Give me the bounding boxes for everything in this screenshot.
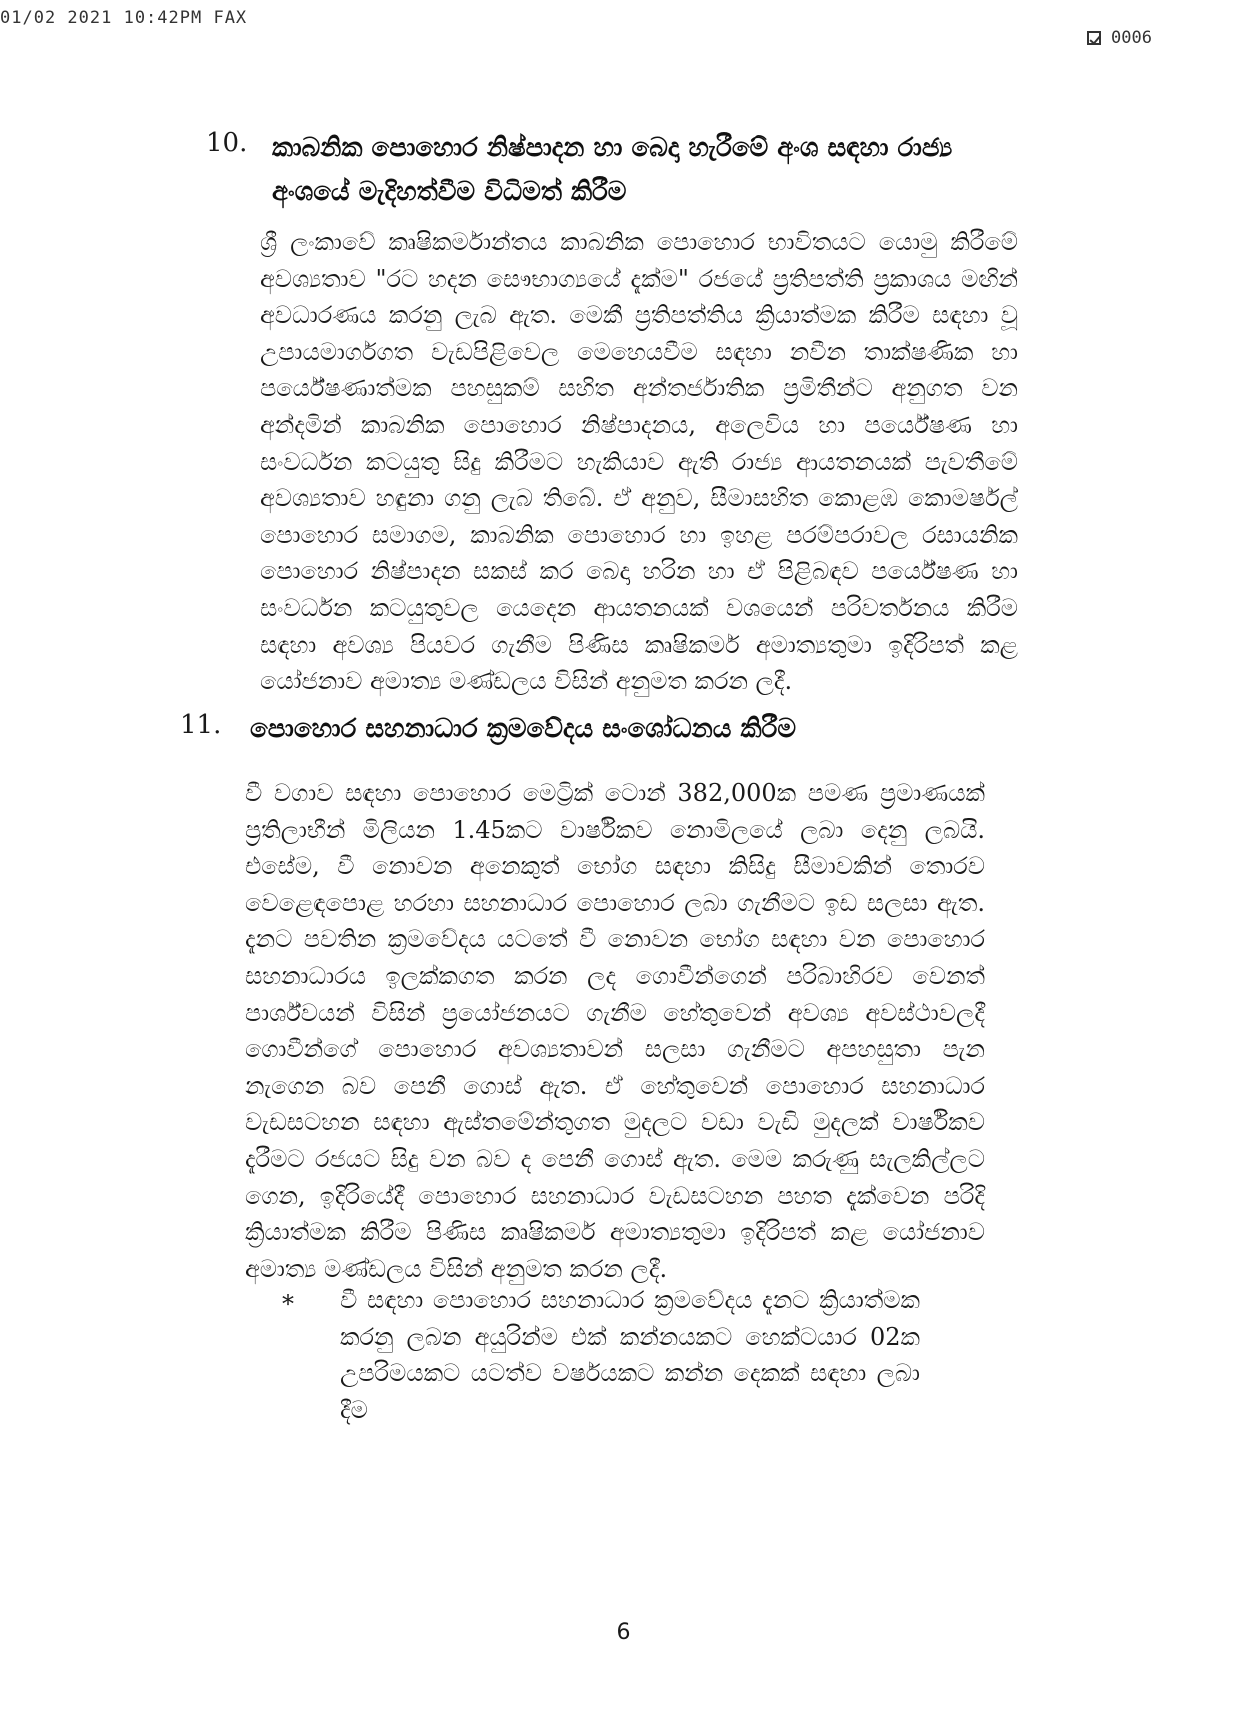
fax-check-icon [1087,31,1101,45]
section-10-body: ශ්‍රී ලංකාවේ කෘෂිකර්මාන්තය කාබනික පොහොර භාවිතයට යොමු කිරීමේ අවශ්‍යතාව "රට හදන සෞභාග්‍යයේ දැක්ම" රජයේ ප්‍රතිපත්ති ප්‍රකාශය මඟින් අවධාරණය කරනු ලැබ ඇත. මෙකී ප්‍රතිපත්තිය ක්‍රියාත්මක කිරීම සඳහා වූ උපායමාර්ගගත වැඩපිළිවෙල මෙහෙයවීම සඳහා නවීන තාක්ෂණික හා පර්යේෂණාත්මක පහසුකම් සහිත අන්තර්ජාතික ප්‍රමිතීන්ට අනුගත වන අන්දමින් කාබනික පොහොර නිෂ්පාදනය, අලෙවිය හා පර්යේෂණ හා සංවර්ධන කටයුතු සිදු කිරීමට හැකියාව ඇති රාජ්‍ය ආයතනයක් පැවතීමේ අවශ්‍යතාව හඳුනා ගනු ලැබ තිබේ. ඒ අනුව, සීමාසහිත කොළඹ කොමර්ෂල් පොහොර සමාගම, කාබනික පොහොර හා ඉහළ පරම්පරාවල රසායනික පොහොර නිෂ්පාදන සකස් කර බෙදා හරින හා ඒ පිළිබඳව පර්යේෂණ හා සංවර්ධන කටයුතුවල යෙදෙන ආයතනයක් වශයෙන් පරිවර්තනය කිරීම සඳහා අවශ්‍ය පියවර ගැනීම පිණිස කෘෂිකර්ම අමාත්‍යතුමා ඉදිරිපත් කළ යෝජනාව අමාත්‍ය මණ්ඩලය විසින් අනුමත කරන ලදී. [260,228,1018,696]
section-10-title: කාබනික පොහොර නිෂ්පාදන හා බෙදා හැරීමේ අංශ සඳහා රාජ්‍ය අංශයේ මැදිහත්වීම විධිමත් කිරීම [272,133,953,207]
page-number: 6 [616,1620,631,1645]
fax-header: 01/02 2021 10:42PM FAX [0,8,248,28]
fax-page-code [1087,28,1152,48]
fax-page-code-text: 0006 [1111,28,1152,48]
bullet-mark: * [282,1290,294,1318]
section-11-number: 11. [180,710,222,740]
bullet-item-text: වී සඳහා පොහොර සහනාධාර ක්‍රමවේදය දැනට ක්‍රියාත්මක කරනු ලබන අයුරින්ම එක් කන්නයකට හෙක්ටයාර 02ක උපරිමයකට යටත්ව වර්ෂයකට කන්න දෙකක් සඳහා ලබා දීම [340,1286,920,1424]
section-10-number: 10. [206,128,248,158]
section-11-body: වී වගාව සඳහා පොහොර මෙට්‍රික් ටොන් 382,000ක පමණ ප්‍රමාණයක් ප්‍රතිලාභීන් මිලියන 1.45කට වාර්ෂිකව නොමිලයේ ලබා දෙනු ලබයි. එසේම, වී නොවන අනෙකුත් භෝග සඳහා කිසිදු සීමාවකින් තොරව වෙළෙඳපොළ හරහා සහනාධාර පොහොර ලබා ගැනීමට ඉඩ සලසා ඇත. දැනට පවතින ක්‍රමවේදය යටතේ වී නොවන භෝග සඳහා වන පොහොර සහනාධාරය ඉලක්කගත කරන ලද ගොවීන්ගෙන් පරිබාහිරව වෙනත් පාර්ශ්වයන් විසින් ප්‍රයෝජනයට ගැනීම හේතුවෙන් අවශ්‍ය අවස්ථාවලදී ගොවීන්ගේ පොහොර අවශ්‍යතාවන් සලසා ගැනීමට අපහසුතා පැන නැගෙන බව පෙනී ගොස් ඇත. ඒ හේතුවෙන් පොහොර සහනාධාර වැඩසටහන සඳහා ඇස්තමේන්තුගත මුදලට වඩා වැඩි මුදලක් වාර්ෂිකව දැරීමට රජයට සිදු වන බව ද පෙනී ගොස් ඇත. මෙම කරුණු සැලකිල්ලට ගෙන, ඉදිරියේදී පොහොර සහනාධාර වැඩසටහන පහත දැක්වෙන පරිදි ක්‍රියාත්මක කිරීම පිණිස කෘෂිකර්ම අමාත්‍යතුමා ඉදිරිපත් කළ යෝජනාව අමාත්‍ය මණ්ඩලය විසින් අනුමත කරන ලදී. [245,779,985,1283]
section-11-title: පොහොර සහනාධාර ක්‍රමවේදය සංශෝධනය කිරීම [250,714,797,744]
